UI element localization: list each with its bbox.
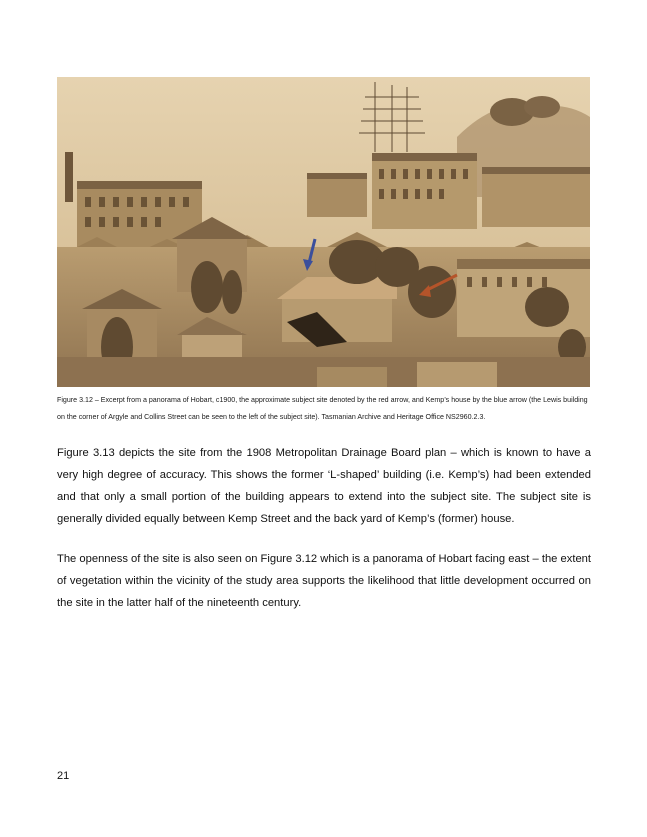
hobart-panorama-photo [57,77,590,387]
body-paragraph-1: Figure 3.13 depicts the site from the 1908 Metropolitan Drainage Board plan – which is known to have a very high degree of accuracy. This shows the former ‘L-shaped’ building (i.e. Kemp’s) had been extended and that only a small portion of the building appears to extend into the subject site. The subject site is generally divided equally between Kemp Street and the back yard of Kemp’s (former) house. [57,447,591,525]
panorama-illustration [57,77,590,387]
page-number: 21 [57,770,70,782]
body-paragraph-2: The openness of the site is also seen on Figure 3.12 which is a panorama of Hobart facing east – the extent of vegetation within the vicinity of the study area supports the likelihood that little development occurred on the site in the latter half of the nineteenth century. [57,553,591,609]
figure-caption: Figure 3.12 – Excerpt from a panorama of Hobart, c1900, the approximate subject site denoted by the red arrow, and Kemp’s house by the blue arrow (the Lewis building on the corner of Argyle and Collins Street can be seen to the left of the subject site). Tasmanian Archive and Heritage Office NS2960.2.3. [57,396,588,421]
